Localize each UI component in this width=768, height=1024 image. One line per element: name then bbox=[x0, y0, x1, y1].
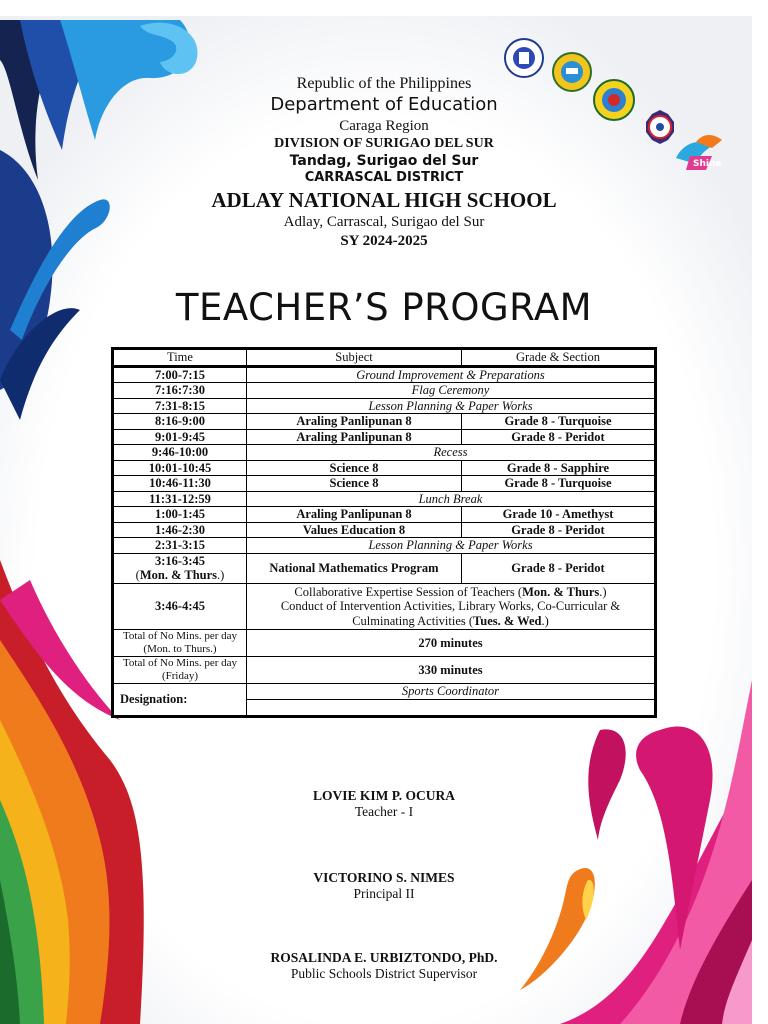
table-row bbox=[113, 460, 656, 476]
deped-seal-icon bbox=[505, 39, 543, 77]
signatory-principal bbox=[0, 870, 768, 902]
table-row bbox=[113, 491, 656, 507]
total-value: 270 minutes bbox=[247, 630, 656, 657]
activity-cell: Recess bbox=[247, 445, 656, 461]
nmp-days: (Mon. & Thurs.) bbox=[135, 568, 225, 582]
time-cell: 9:46-10:00 bbox=[113, 445, 247, 461]
table-row bbox=[113, 414, 656, 430]
grade-cell: Grade 8 - Peridot bbox=[462, 553, 656, 583]
grade-header: Grade & Section bbox=[462, 349, 656, 367]
time-cell: 2:31-3:15 bbox=[113, 538, 247, 554]
table-row bbox=[113, 429, 656, 445]
subject-cell: Values Education 8 bbox=[247, 522, 462, 538]
grade-cell: Grade 8 - Turquoise bbox=[462, 476, 656, 492]
activity-cell: Lesson Planning & Paper Works bbox=[247, 538, 656, 554]
republic-line: Republic of the Philippines bbox=[296, 75, 472, 92]
time-cell: 9:01-9:45 bbox=[113, 429, 247, 445]
letterhead bbox=[0, 74, 768, 250]
time-cell: 7:31-8:15 bbox=[113, 398, 247, 414]
time-cell: 1:00-1:45 bbox=[113, 507, 247, 523]
nmp-time: 3:16-3:45 bbox=[155, 553, 205, 568]
signatory-name: LOVIE KIM P. OCURA bbox=[312, 788, 455, 803]
signatory-name: ROSALINDA E. URBIZTONDO, PhD. bbox=[270, 950, 498, 965]
table-row bbox=[113, 522, 656, 538]
table-header-row bbox=[113, 349, 656, 367]
signatory-position: Teacher - I bbox=[354, 804, 414, 819]
schedule-table bbox=[111, 347, 657, 718]
total-row bbox=[113, 657, 656, 684]
signatory-position: Public Schools District Supervisor bbox=[290, 966, 478, 981]
time-cell: 3:46-4:45 bbox=[113, 583, 247, 630]
time-header: Time bbox=[113, 349, 247, 367]
table-row-nmp bbox=[113, 553, 656, 583]
activity-cell: Ground Improvement & Preparations bbox=[247, 366, 656, 383]
time-cell: 7:00-7:15 bbox=[113, 366, 247, 383]
collab-activities-cell: Collaborative Expertise Session of Teachers (Mon. & Thurs.) Conduct of Intervention Activities, Library Works, Co-Curricular & Culminating Activities (Tues. & Wed.) bbox=[247, 583, 656, 630]
document-title: TEACHER’S PROGRAM bbox=[175, 286, 593, 329]
subject-cell: Araling Panlipunan 8 bbox=[247, 429, 462, 445]
table-row bbox=[113, 366, 656, 383]
total-label: Total of No Mins. per day (Friday) bbox=[113, 657, 247, 684]
subject-cell: Araling Panlipunan 8 bbox=[247, 414, 462, 430]
designation-value: Sports Coordinator bbox=[247, 684, 656, 700]
table-row bbox=[113, 476, 656, 492]
signatory-position: Principal II bbox=[353, 886, 415, 901]
time-cell: 8:16-9:00 bbox=[113, 414, 247, 430]
subject-cell: Araling Panlipunan 8 bbox=[247, 507, 462, 523]
designation-blank-cell bbox=[247, 699, 656, 716]
grade-cell: Grade 10 - Amethyst bbox=[462, 507, 656, 523]
designation-label: Designation: bbox=[113, 684, 247, 717]
total-row bbox=[113, 630, 656, 657]
town-line: Tandag, Surigao del Sur bbox=[289, 152, 479, 169]
subject-cell: National Mathematics Program bbox=[247, 553, 462, 583]
grade-cell: Grade 8 - Peridot bbox=[462, 522, 656, 538]
district-line: CARRASCAL DISTRICT bbox=[304, 170, 464, 186]
activity-cell: Flag Ceremony bbox=[247, 383, 656, 399]
region-line: Caraga Region bbox=[339, 117, 429, 134]
school-name: ADLAY NATIONAL HIGH SCHOOL bbox=[211, 187, 557, 212]
time-cell: 11:31-12:59 bbox=[113, 491, 247, 507]
activity-cell: Lunch Break bbox=[247, 491, 656, 507]
svg-text:Shine: Shine bbox=[693, 159, 722, 169]
table-row bbox=[113, 507, 656, 523]
table-row bbox=[113, 538, 656, 554]
activity-cell: Lesson Planning & Paper Works bbox=[247, 398, 656, 414]
time-cell: 7:16:7:30 bbox=[113, 383, 247, 399]
grade-cell: Grade 8 - Sapphire bbox=[462, 460, 656, 476]
time-cell: 1:46-2:30 bbox=[113, 522, 247, 538]
signatory-supervisor bbox=[0, 950, 768, 982]
table-row bbox=[113, 445, 656, 461]
school-address: Adlay, Carrascal, Surigao del Sur bbox=[283, 213, 485, 230]
subject-cell: Science 8 bbox=[247, 476, 462, 492]
school-year: SY 2024-2025 bbox=[340, 232, 428, 249]
table-row-collab bbox=[113, 583, 656, 630]
signatory-name: VICTORINO S. NIMES bbox=[313, 870, 455, 885]
division-line: DIVISION OF SURIGAO DEL SUR bbox=[274, 136, 494, 152]
time-cell bbox=[113, 553, 247, 583]
total-label: Total of No Mins. per day (Mon. to Thurs.) bbox=[113, 630, 247, 657]
grade-cell: Grade 8 - Peridot bbox=[462, 429, 656, 445]
department-line: Department of Education bbox=[270, 94, 498, 115]
table-row bbox=[113, 383, 656, 399]
subject-header: Subject bbox=[247, 349, 462, 367]
time-cell: 10:01-10:45 bbox=[113, 460, 247, 476]
subject-cell: Science 8 bbox=[247, 460, 462, 476]
table-row bbox=[113, 398, 656, 414]
signatory-teacher bbox=[0, 788, 768, 820]
total-value: 330 minutes bbox=[247, 657, 656, 684]
time-cell: 10:46-11:30 bbox=[113, 476, 247, 492]
designation-row bbox=[113, 684, 656, 700]
grade-cell: Grade 8 - Turquoise bbox=[462, 414, 656, 430]
